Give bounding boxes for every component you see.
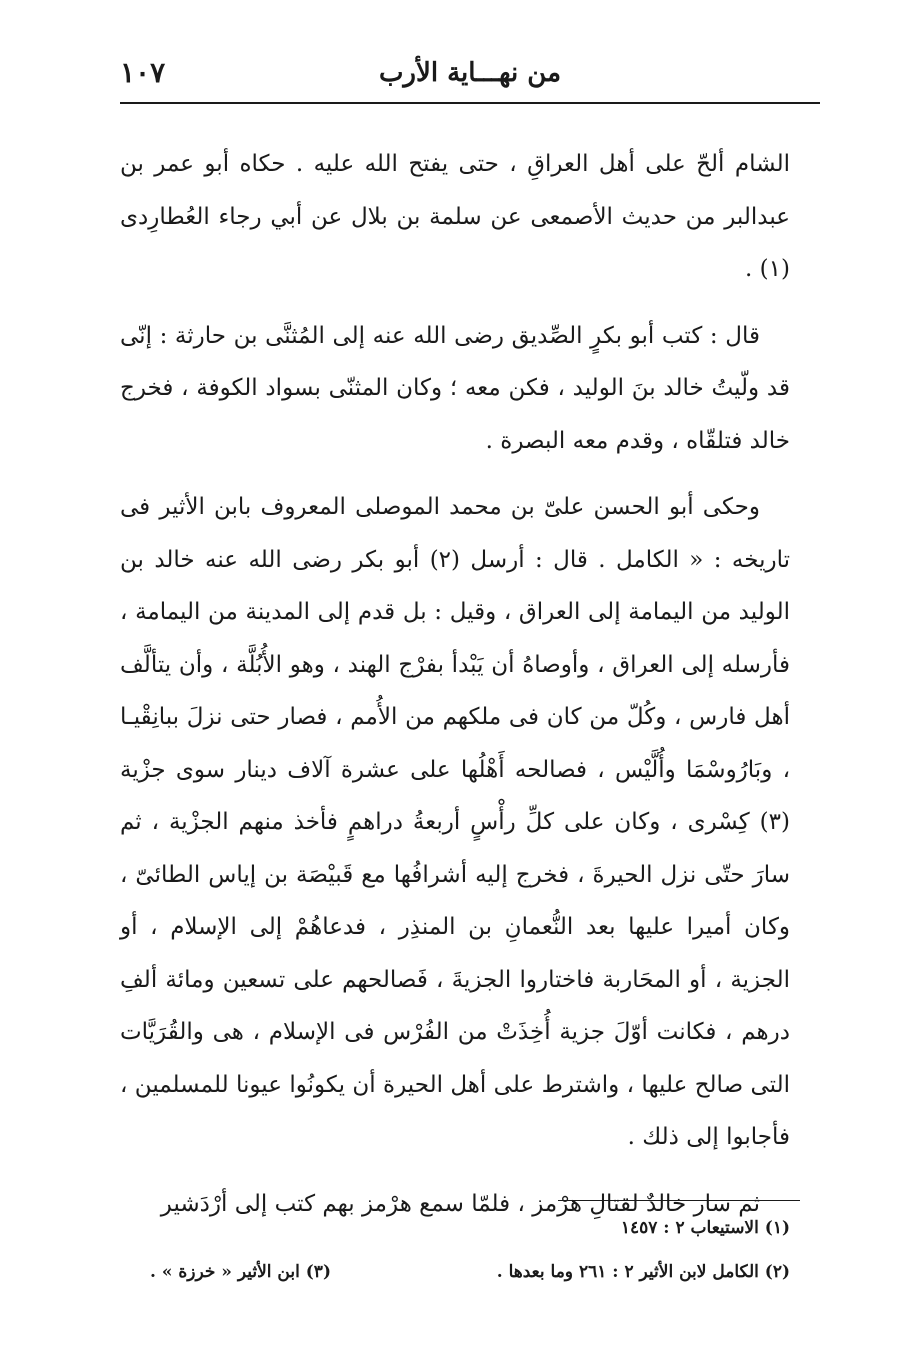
paragraph-4: ثم سار خالدٌ لقتالِ هرْمز ، فلمّا سمع هرْمز بهم كتب إلى أرْدَشير	[160, 1190, 760, 1217]
running-title: من نهـــاية الأرب	[378, 58, 562, 88]
body-text	[120, 138, 790, 1230]
footnote-2: (٢) الكامل لابن الأثير ٢ : ٢٦١ وما بعدها .	[496, 1262, 790, 1282]
footnote-3: (٣) ابن الأثير « خرزة » .	[150, 1262, 331, 1282]
page-number: ١٠٧	[120, 56, 166, 89]
header-rule	[120, 102, 820, 104]
footnotes	[150, 1210, 790, 1298]
paragraph-2: قال : كتب أبو بكرٍ الصِّديق رضى الله عنه إلى المُثنَّى بن حارثة : إنّى قد ولّيتُ خالد بنَ الوليد ، فكن معه ؛ وكان المثنّى بسواد الكوفة ، فخرج خالد فتلقّاه ، وقدم معه البصرة .	[120, 322, 790, 454]
paragraph-1: الشام ألحّ على أهل العراقِ ، حتى يفتح الله عليه . حكاه أبو عمر بن عبدالبر من حديث الأصمعى عن سلمة بن بلال عن أبي رجاء العُطارِدى (١) .	[120, 151, 790, 282]
paragraph-3: وحكى أبو الحسن علىّ بن محمد الموصلى المعروف بابن الأثير فى تاريخه : « الكامل . قال : أرسل (٢) أبو بكر رضى الله عنه خالد بن الوليد من اليمامة إلى العراق ، وقيل : بل قدم إلى المدينة من اليمامة ، فأرسله إلى العراق ، وأوصاهُ أن يَبْدأ بفرْج الهند ، وهو الأُبُلَّة ، وأن يتألَّف أهل فارس ، وكُلّ من كان فى ملكهم من الأُمم ، فصار حتى نزلَ ببانِقْيـا ، وبَارُوسْمَا وأُلَّيْس ، فصالحه أَهْلُها على عشرة آلاف دينار سوى جزْية (٣) كِسْرى ، وكان على كلِّ رأْسٍ أربعةُ دراهمٍ فأخذ منهم الجزْية ، ثم سارَ حتّى نزل الحيرةَ ، فخرج إليه أشرافُها مع قَبيْصَة بن إياس الطائىّ ، وكان أميرا عليها بعد النُّعمانِ بن المنذِر ، فدعاهُمْ إلى الإسلام ، أو الجزية ، أو المحَاربة فاختاروا الجزيةَ ، فَصالحهم على تسعين ومائة ألفِ درهم ، فكانت أوّلَ جزية أُخِذَتْ من الفُرْس فى الإسلام ، هى والقُرَيَّات التى صالح عليها ، واشترط على أهل الحيرة أن يكونُوا عيونا للمسلمين ، فأجابوا إلى ذلك .	[120, 494, 790, 1150]
footnote-line	[150, 1210, 790, 1254]
footnote-line	[150, 1254, 790, 1298]
page-header	[120, 52, 820, 100]
footnote-1: (١) الاستيعاب ٢ : ١٤٥٧	[620, 1218, 790, 1238]
footnote-rule	[558, 1200, 800, 1201]
